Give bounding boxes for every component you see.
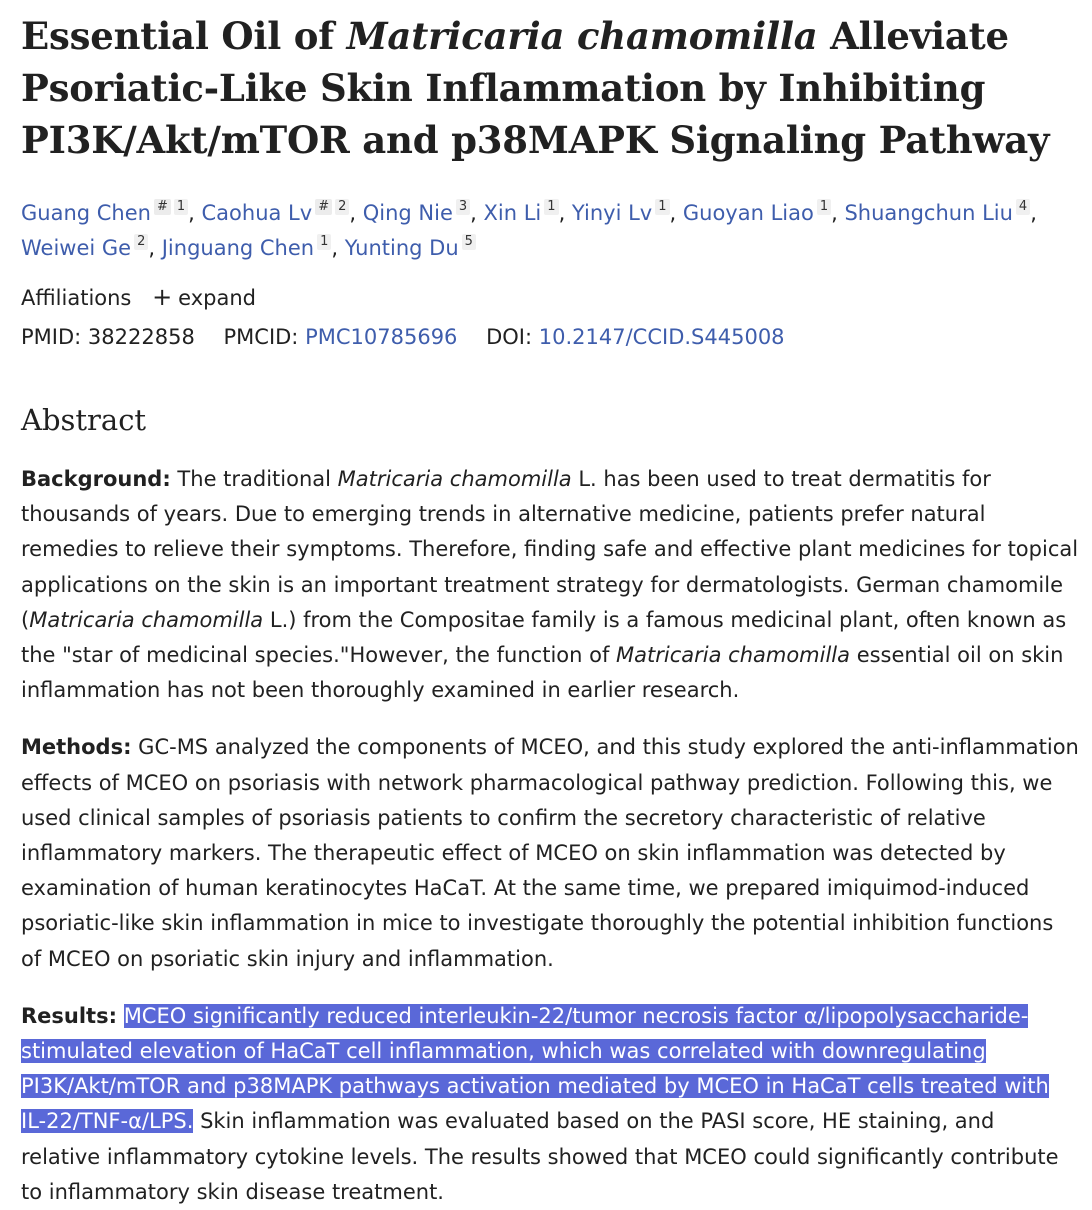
author-item bbox=[484, 201, 559, 225]
title-part2: Alleviate Psoriatic-Like Skin Inflammation by Inhibiting PI3K/Akt/mTOR and p38MAPK Signaling Pathway bbox=[21, 14, 1050, 162]
title-italic: Matricaria chamomilla bbox=[346, 14, 818, 58]
affiliation-ref[interactable]: 5 bbox=[462, 234, 476, 250]
equal-contrib-marker[interactable]: # bbox=[154, 199, 171, 215]
affiliations-expand-button[interactable] bbox=[152, 283, 256, 311]
affiliation-ref[interactable]: 1 bbox=[655, 199, 669, 215]
selected-text-highlight[interactable]: MCEO significantly reduced interleukin-22/tumor necrosis factor α/lipopolysaccharide-stimulated elevation of HaCaT cell inflammation, which was correlated with downregulating PI3K/Akt/mTOR and p38MAPK pathways activation mediated by MCEO in HaCaT cells treated with IL-22/TNF-α/LPS. bbox=[21, 1003, 1049, 1134]
author-link[interactable]: Yinyi Lv bbox=[571, 201, 653, 225]
background-text: L.) from the Compositae family is a famous medicinal plant, often known as the "star of medicinal species."However, the function of bbox=[21, 607, 1067, 668]
abstract-heading: Abstract bbox=[21, 403, 147, 437]
author-link[interactable]: Yunting Du bbox=[344, 236, 459, 260]
author-item bbox=[202, 201, 350, 225]
affiliation-ref[interactable]: 4 bbox=[1016, 199, 1030, 215]
article-title bbox=[21, 10, 1081, 166]
affiliations-row bbox=[21, 282, 1081, 313]
author-item bbox=[162, 236, 332, 260]
affiliation-ref[interactable]: 1 bbox=[544, 199, 558, 215]
author-item bbox=[683, 201, 831, 225]
species-name: Matricaria chamomilla bbox=[29, 607, 264, 632]
author-link[interactable]: Guoyan Liao bbox=[682, 201, 814, 225]
species-name: Matricaria chamomilla bbox=[616, 643, 851, 668]
pmid-label: PMID: bbox=[21, 325, 82, 349]
plus-icon: + bbox=[152, 283, 173, 311]
species-name: Matricaria chamomilla bbox=[337, 467, 572, 491]
author-link[interactable]: Jinguang Chen bbox=[161, 236, 315, 260]
title-part1: Essential Oil of bbox=[21, 14, 347, 58]
author-item bbox=[363, 201, 470, 225]
background-text: L. has been used to treat dermatitis for thousands of years. Due to emerging trends in alternative medicine, patients prefer natural remedies to relieve their symptoms. Therefore, finding safe and effective plant medicines for topical applications on the skin is an important treatment strategy for dermatologists. German chamomile ( bbox=[21, 467, 1079, 632]
methods-label: Methods: bbox=[21, 735, 132, 760]
expand-label: expand bbox=[178, 286, 256, 310]
author-item bbox=[21, 201, 188, 225]
doi-block bbox=[486, 325, 784, 349]
background-text: essential oil on skin inflammation has not been thoroughly examined in earlier research. bbox=[21, 643, 1064, 703]
results-label: Results: bbox=[21, 1003, 117, 1028]
affiliation-ref[interactable]: 1 bbox=[817, 199, 831, 215]
author-link[interactable]: Guang Chen bbox=[21, 201, 151, 225]
affiliation-ref[interactable]: 1 bbox=[317, 234, 331, 250]
abstract-methods bbox=[21, 730, 1079, 976]
author-item bbox=[844, 201, 1030, 225]
author-item bbox=[345, 236, 476, 260]
pmid-value: 38222858 bbox=[87, 325, 195, 349]
affiliations-label: Affiliations bbox=[21, 286, 132, 310]
affiliation-ref[interactable]: 3 bbox=[456, 199, 470, 215]
author-item bbox=[21, 236, 148, 260]
author-link[interactable]: Caohua Lv bbox=[201, 201, 313, 225]
doi-label: DOI: bbox=[486, 325, 533, 349]
pmcid-block bbox=[224, 325, 458, 349]
affiliation-ref[interactable]: 2 bbox=[134, 234, 148, 250]
author-link[interactable]: Shuangchun Liu bbox=[844, 201, 1013, 225]
author-link[interactable]: Weiwei Ge bbox=[21, 236, 132, 260]
identifiers-row bbox=[21, 322, 1081, 352]
pmcid-link[interactable]: PMC10785696 bbox=[305, 325, 458, 349]
author-link[interactable]: Xin Li bbox=[483, 201, 542, 225]
author-item bbox=[572, 201, 670, 225]
background-label: Background: bbox=[21, 467, 171, 491]
abstract-results bbox=[21, 999, 1079, 1210]
methods-text: GC-MS analyzed the components of MCEO, and this study explored the anti-inflammation effects of MCEO on psoriasis with network pharmacological pathway prediction. Following this, we used clinical samples of psoriasis patients to confirm the secretory characteristic of relative inflammatory markers. The therapeutic effect of MCEO on skin inflammation was detected by examination of human keratinocytes HaCaT. At the same time, we prepared imiquimod-induced psoriatic-like skin inflammation in mice to investigate thoroughly the potential inhibition functions of MCEO on psoriatic skin injury and inflammation. bbox=[21, 735, 1079, 971]
doi-link[interactable]: 10.2147/CCID.S445008 bbox=[538, 325, 785, 349]
equal-contrib-marker[interactable]: # bbox=[315, 199, 332, 215]
results-text: Skin inflammation was evaluated based on the PASI score, HE staining, and relative inflammatory cytokine levels. The results showed that MCEO could significantly contribute to inflammatory skin disease treatment. bbox=[21, 1109, 1059, 1204]
background-text: The traditional bbox=[170, 467, 338, 491]
pmid-block bbox=[21, 325, 195, 349]
abstract-background bbox=[21, 462, 1079, 708]
article-page bbox=[21, 10, 1081, 1210]
affiliation-ref[interactable]: 1 bbox=[174, 199, 188, 215]
pmcid-label: PMCID: bbox=[223, 325, 299, 349]
author-list: Guang Chen # 1 , Caohua Lv # 2 , Qing Nie 3 , Xin Li 1 , Yinyi Lv 1 , Guoyan Liao 1 , Shuangchun Liu 4 , Weiwei Ge 2 , Jinguang Chen 1 , Yunting Du 5 bbox=[21, 199, 1037, 260]
affiliation-ref[interactable]: 2 bbox=[335, 199, 349, 215]
author-link[interactable]: Qing Nie bbox=[362, 201, 453, 225]
